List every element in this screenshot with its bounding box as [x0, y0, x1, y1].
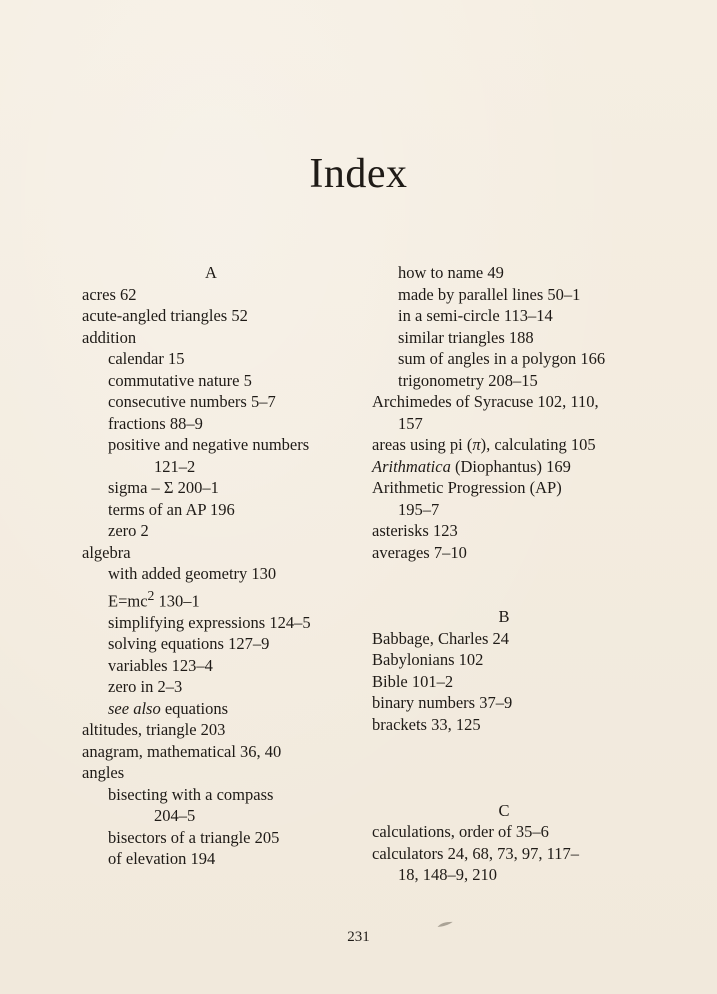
index-entry: Arithmetic Progression (AP)	[372, 478, 562, 497]
index-entry: Babylonians 102	[372, 650, 484, 669]
index-subentry: similar triangles 188	[398, 327, 534, 347]
index-subentry: see also equations	[108, 698, 229, 718]
index-subentry: sigma – Σ 200–1	[108, 478, 219, 497]
index-subentry: $E=mc^2$ 130–1	[108, 587, 200, 610]
section-letter-b: B	[498, 607, 510, 626]
section-letter-a: A	[205, 263, 217, 282]
index-subentry: trigonometry 208–15	[398, 370, 538, 390]
index-subentry: sum of angles in a polygon 166	[398, 349, 606, 368]
index-subentry: terms of an AP 196	[108, 499, 235, 519]
index-column-left	[82, 262, 382, 870]
index-entry: anagram, mathematical 36, 40	[82, 741, 282, 761]
index-entry: Babbage, Charles 24	[372, 628, 510, 648]
index-subentry: 157	[398, 413, 423, 433]
index-column-right	[372, 262, 672, 886]
index-subentry: 195–7	[398, 499, 440, 519]
index-continuation: 121–2	[154, 456, 196, 476]
index-subentry: consecutive numbers 5–7	[108, 392, 276, 411]
page-number: 231	[347, 929, 370, 945]
index-entry: calculations, order of 35–6	[372, 822, 549, 841]
index-subentry: variables 123–4	[108, 655, 213, 675]
ink-smudge	[436, 919, 455, 929]
index-entries-a-continued	[372, 262, 672, 563]
index-entry: binary numbers 37–9	[372, 693, 513, 712]
index-entry: Archimedes of Syracuse 102, 110,	[372, 392, 599, 411]
index-entry: altitudes, triangle 203	[82, 720, 226, 739]
index-continuation: 204–5	[154, 806, 196, 825]
index-subentry: of elevation 194	[108, 849, 216, 868]
index-entry: calculators 24, 68, 73, 97, 117–	[372, 843, 579, 863]
index-entry: areas using pi (π), calculating 105	[372, 435, 596, 454]
index-subentry: bisectors of a triangle 205	[108, 827, 280, 847]
index-subentry: zero in 2–3	[108, 677, 183, 696]
index-subentry: made by parallel lines 50–1	[398, 284, 581, 304]
index-subentry: fractions 88–9	[108, 413, 203, 433]
index-subentry: commutative nature 5	[108, 370, 252, 390]
index-entry: angles	[82, 763, 125, 782]
index-entries-a	[82, 284, 382, 870]
section-letter-c: C	[498, 800, 510, 820]
index-entry: acres 62	[82, 284, 137, 304]
index-subentry: in a semi-circle 113–14	[398, 306, 553, 325]
index-entry: brackets 33, 125	[372, 714, 481, 734]
index-entry: Bible 101–2	[372, 671, 454, 691]
index-entries-b	[372, 628, 672, 736]
index-entry: algebra	[82, 542, 131, 562]
index-subentry: calendar 15	[108, 349, 185, 368]
page-title: Index	[309, 151, 408, 197]
index-subentry: with added geometry 130	[108, 564, 277, 583]
index-entry: Arithmatica (Diophantus) 169	[372, 456, 571, 476]
index-subentry: solving equations 127–9	[108, 634, 270, 653]
index-entry: asterisks 123	[372, 521, 458, 540]
index-entry: averages 7–10	[372, 542, 467, 562]
index-subentry: zero 2	[108, 521, 149, 540]
index-subentry: 18, 148–9, 210	[398, 865, 497, 884]
index-subentry: how to name 49	[398, 263, 504, 282]
index-subentry: simplifying expressions 124–5	[108, 612, 311, 632]
index-entry: addition	[82, 327, 137, 347]
index-entries-c	[372, 821, 672, 886]
index-subentry: bisecting with a compass	[108, 784, 274, 804]
index-subentry: positive and negative numbers	[108, 435, 310, 454]
index-entry: acute-angled triangles 52	[82, 306, 248, 325]
